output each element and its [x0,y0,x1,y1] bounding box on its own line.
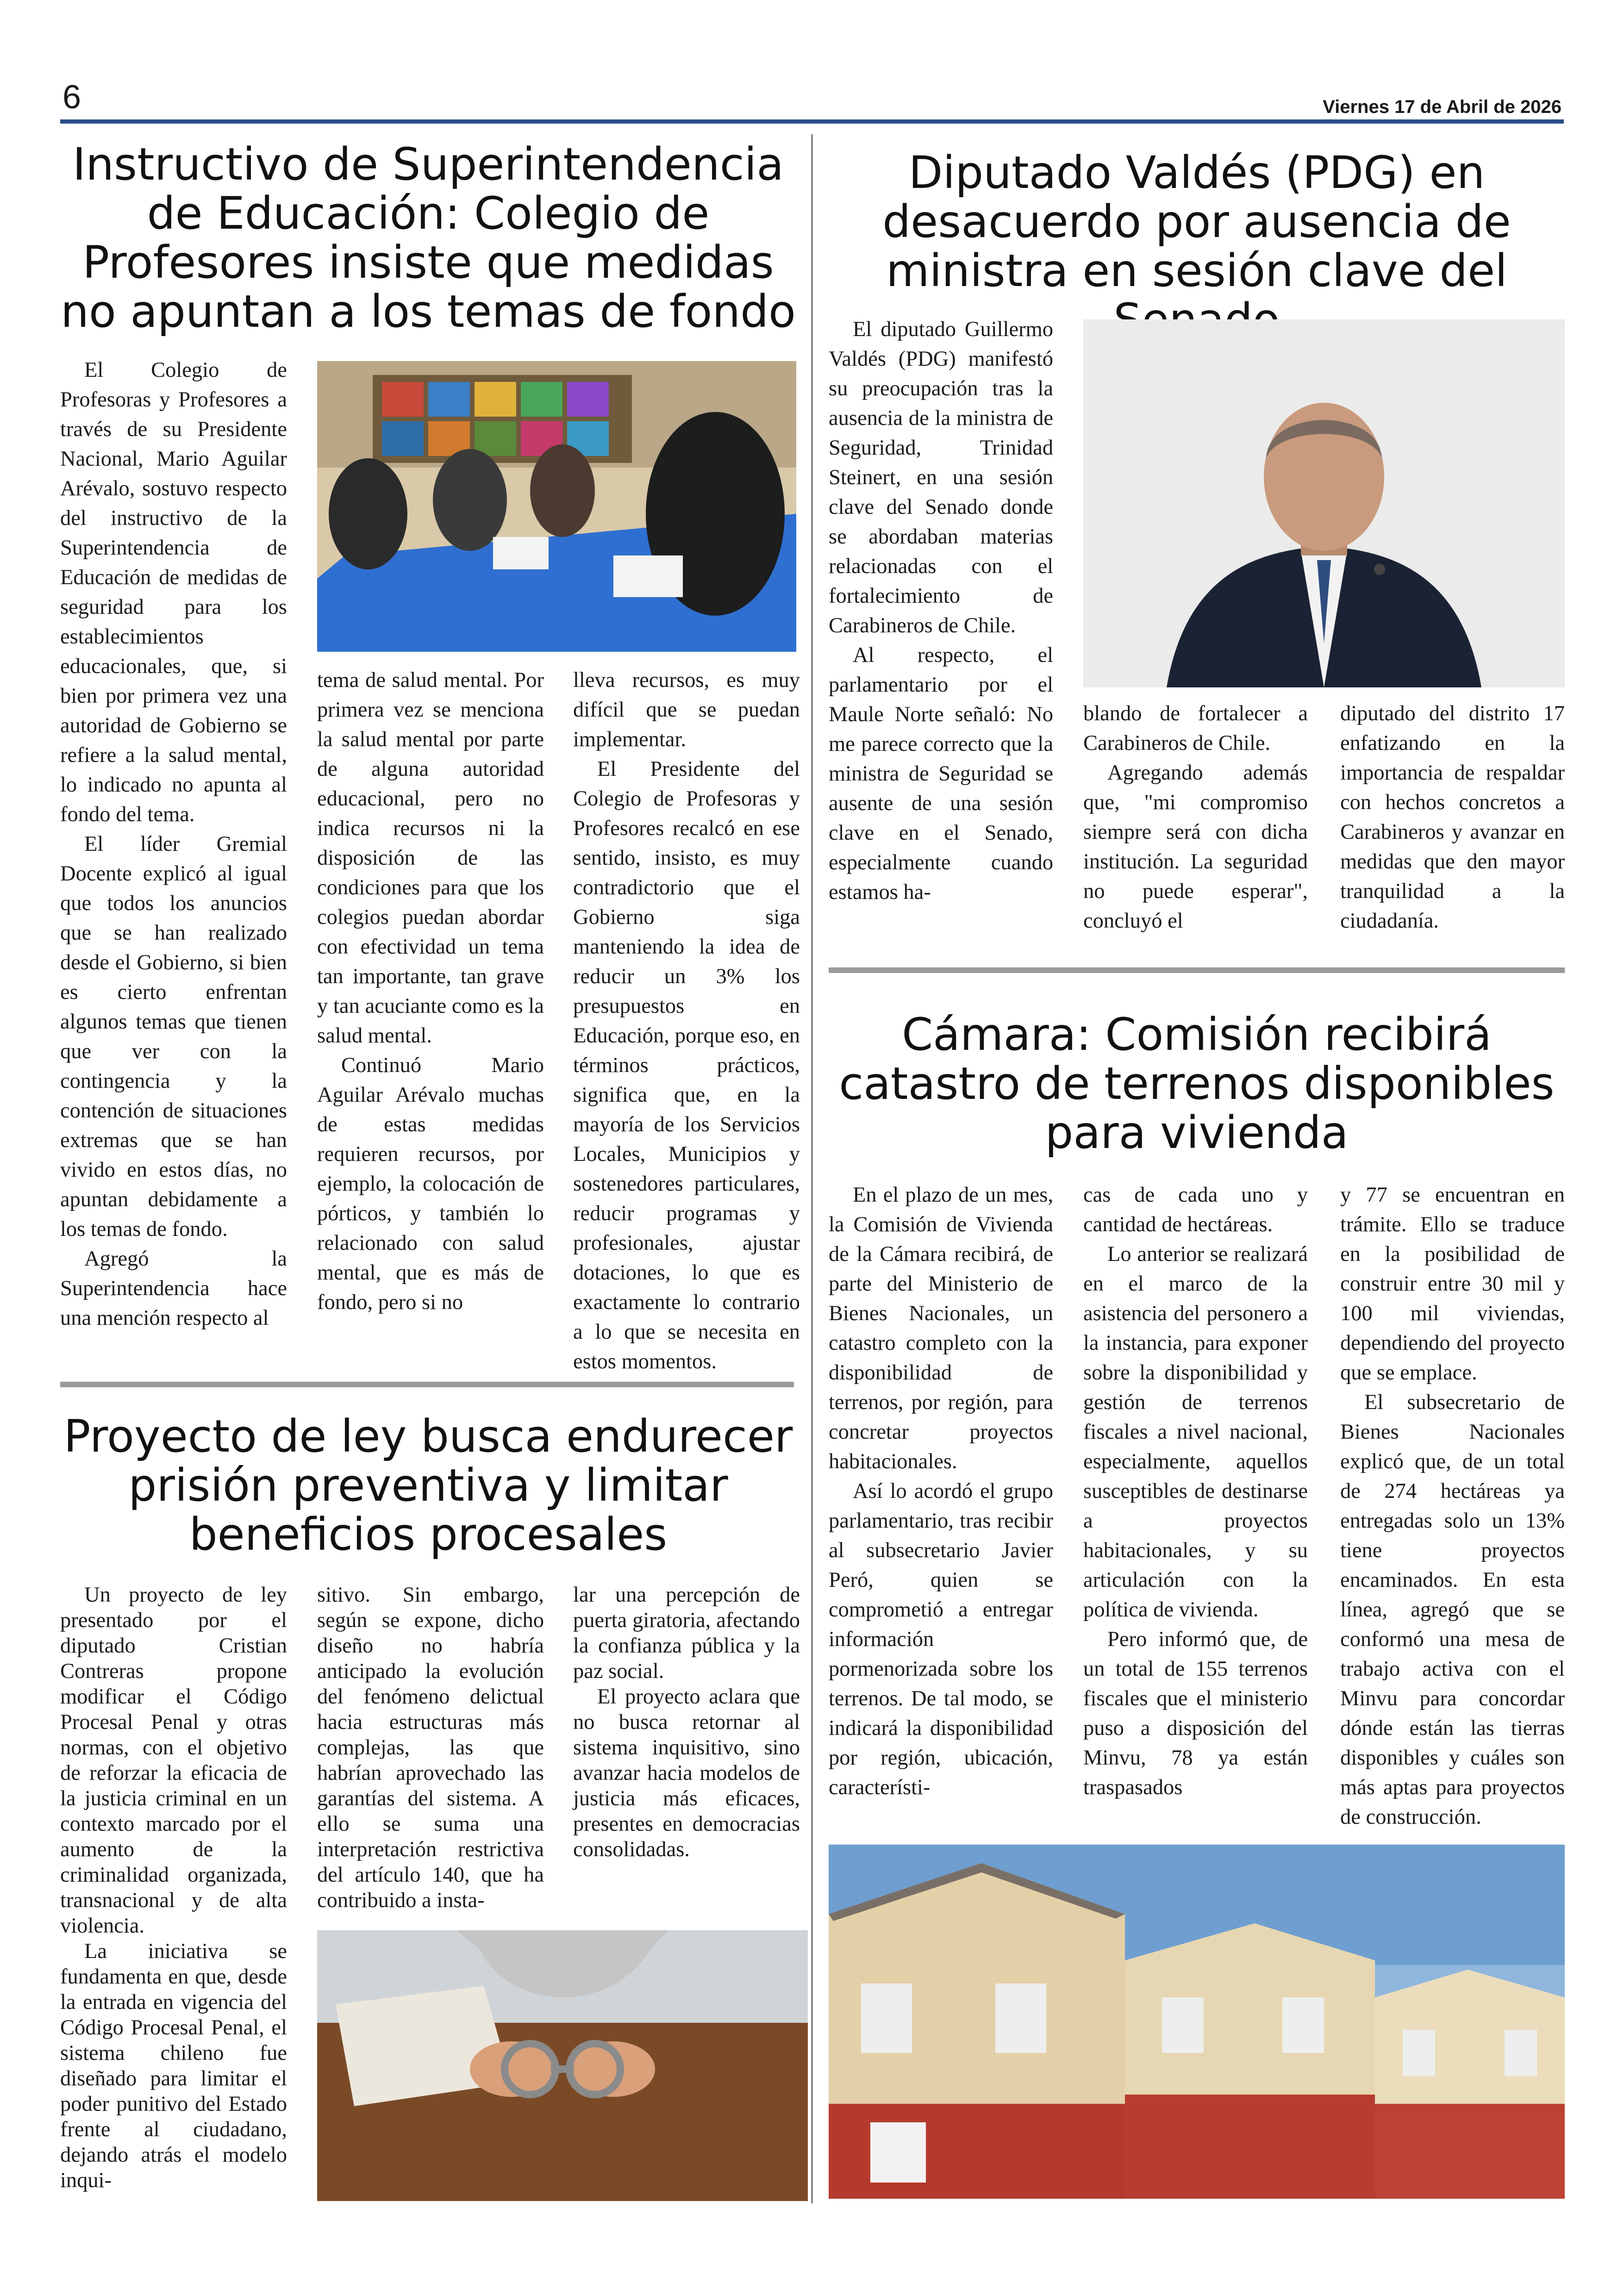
paragraph: El subsecretario de Bienes Nacionales explicó que, de un total de 274 hectáreas ya entregadas solo un 13% tiene proyectos encaminados. En esta línea, agregó que se conformó una mesa de trabajo activa con el Minvu para concordar dónde están las tierras disponibles y cuáles son más aptas para proyectos de construcción. [1340,1391,1565,1829]
article-column-3 [573,1582,800,1862]
article-headline: Proyecto de ley busca endurecer prisión preventiva y limitar beneficios procesales [63,1410,793,1560]
paragraph: Al respecto, el parlamentario por el Maule Norte señaló: No me parece correcto que la ministra de Seguridad se ausente de una sesión clave en el Senado, especialmente cuando estamos ha- [829,643,1053,904]
article-headline: Cámara: Comisión recibirá catastro de terrenos disponibles para vivienda [839,1009,1555,1159]
paragraph: sitivo. Sin embargo, según se expone, dicho diseño no habría anticipado la evolución del fenómeno delictual hacia estructuras más complejas, las que habrían aprovechado las garantías del sistema. A ello se suma una interpretación restrictiva del artículo 140, que ha contribuido a insta- [317,1583,544,1912]
paragraph: Agregando además que, "mi compromiso siempre será con dicha institución. La seguridad no puede esperar", concluyó el [1083,761,1308,933]
article-column-1 [60,1582,287,2193]
article-headline: Diputado Valdés (PDG) en desacuerdo por ausencia de ministra en sesión clave del [882,147,1511,297]
paragraph: Continuó Mario Aguilar Arévalo muchas de estas medidas requieren recursos, por ejemplo, la colocación de pórticos, y también lo relacionado con salud mental, que es más de fondo, pero si no [317,1054,544,1314]
page-number: 6 [62,79,81,116]
paragraph: La iniciativa se fundamenta en que, desde la entrada en vigencia del Código Procesal Penal, el sistema chileno fue diseñado para limitar el poder punitivo del Estado frente al ciudadano, dejando atrás el modelo inqui- [60,1940,287,2192]
section-divider-right [829,967,1565,973]
paragraph: cas de cada uno y cantidad de hectáreas. [1083,1183,1308,1236]
article-proyecto-de-ley [60,1407,800,2208]
paragraph: diputado del distrito 17 enfatizando en la importancia de respaldar con hechos concretos a Carabineros y avanzar en medidas que den mayor tranquilidad a la ciudadanía. [1340,702,1565,933]
center-column-divider [811,134,813,2203]
article-superintendencia [60,134,800,1375]
paragraph: Pero informó que, de un total de 155 terrenos fiscales que el ministerio puso a disposición del Minvu, 78 ya están traspasados [1083,1628,1308,1799]
paragraph: Lo anterior se realizará en el marco de la asistencia del personero a la instancia, para exponer sobre la disponibilidad y gestión de terrenos fiscales a nivel nacional, especialmente, aquellos susceptibles de destinarse a proyectos habitacionales, y su articulación con la política de vivienda. [1083,1242,1308,1621]
article-column-1 [60,355,287,1333]
paragraph: lar una percepción de puerta giratoria, afectando la confianza pública y la paz social. [573,1583,800,1683]
paragraph: El Colegio de Profesoras y Profesores a través de su Presidente Nacional, Mario Aguilar Arévalo, sostuvo respecto del instructivo de la Superintendencia de Educación de medidas de seguridad para los establecimientos educacionales, que, si bien por primera vez una autoridad de Gobierno se refiere a la salud mental, lo indicado no apunta al fondo del tema. [60,358,287,826]
article-column-2 [317,666,544,1317]
paragraph: El diputado Guillermo Valdés (PDG) manifestó su preocupación tras la ausencia de la ministra de Seguridad, Trinidad Steinert, en una sesión clave del Senado donde se abordaban materias relacionadas con el fortalecimiento de Carabineros de Chile. [829,318,1053,637]
masthead-rule [60,119,1564,124]
article-diputado-valdes [829,139,1565,949]
article-camara-terrenos [829,1004,1565,2208]
paragraph: Así lo acordó el grupo parlamentario, tras recibir al subsecretario Javier Peró, quien se comprometió a entregar información pormenorizada sobre los terrenos. De tal modo, se indicará la disponibilidad por región, ubicación, característi- [829,1479,1053,1799]
portrait-photo [1083,319,1565,687]
issue-date: Viernes 17 de Abril de 2026 [1323,97,1562,117]
article-column-1 [829,1180,1053,1802]
classroom-photo [317,361,796,652]
paragraph: El proyecto aclara que no busca retornar al sistema inquisitivo, sino avanzar hacia modelos de justicia más eficaces, presentes en democracias consolidadas. [573,1685,800,1861]
article-column-3 [1340,699,1565,936]
article-column-1 [829,315,1053,907]
article-headline: Instructivo de Superintendencia de Educación: Colegio de Profesores insiste que medidas no apuntan a los temas de fondo [61,138,796,337]
article-column-3 [573,666,800,1377]
section-divider-left [60,1382,794,1387]
handcuffs-photo [317,1930,808,2201]
paragraph: El Presidente del Colegio de Profesoras y Profesores recalcó en ese sentido, insisto, es muy contradictorio que el Gobierno siga manteniendo la idea de reducir un 3% los presupuestos en Educación, porque eso, en términos prácticos, significa que, en la mayoría de los Servicios Locales, Municipios y sostenedores particulares, reducir programas y profesionales, ajustar dotaciones, lo que es exactamente lo contrario a lo que se necesita en estos momentos. [573,757,800,1373]
article-column-2 [1083,1180,1308,1802]
paragraph: tema de salud mental. Por primera vez se menciona la salud mental por parte de alguna autoridad educacional, pero no indica recursos ni la disposición de las condiciones para que los colegios puedan abordar con efectividad un tema tan importante, tan grave y tan acuciante como es la salud mental. [317,668,544,1048]
article-column-2 [317,1582,544,1913]
paragraph: y 77 se encuentran en trámite. Ello se traduce en la posibilidad de construir entre 30 mil y 100 mil viviendas, dependiendo del proyecto que se emplace. [1340,1183,1565,1384]
paragraph: lleva recursos, es muy difícil que se puedan implementar. [573,668,800,751]
paragraph: Un proyecto de ley presentado por el diputado Cristian Contreras propone modificar el Código Procesal Penal y otras normas, con el objetivo de reforzar la eficacia de la justicia criminal en un contexto marcado por el aumento de la criminalidad organizada, transnacional y de alta violencia. [60,1583,287,1938]
paragraph: blando de fortalecer a Carabineros de Chile. [1083,702,1308,755]
article-column-2 [1083,699,1308,936]
article-column-3 [1340,1180,1565,1832]
housing-photo [829,1845,1565,2199]
paragraph: En el plazo de un mes, la Comisión de Vivienda de la Cámara recibirá, de parte del Ministerio de Bienes Nacionales, un catastro completo con la disponibilidad de terrenos, por región, para concretar proyectos habitacionales. [829,1183,1053,1473]
paragraph: El líder Gremial Docente explicó al igual que todos los anuncios que se han realizado desde el Gobierno, si bien es cierto enfrentan algunos temas que tienen que ver con la contingencia y la contención de situaciones extremas que se han vivido en estos días, no apuntan debidamente a los temas de fondo. [60,832,287,1241]
paragraph: Agregó la Superintendencia hace una mención respecto al [60,1247,287,1330]
